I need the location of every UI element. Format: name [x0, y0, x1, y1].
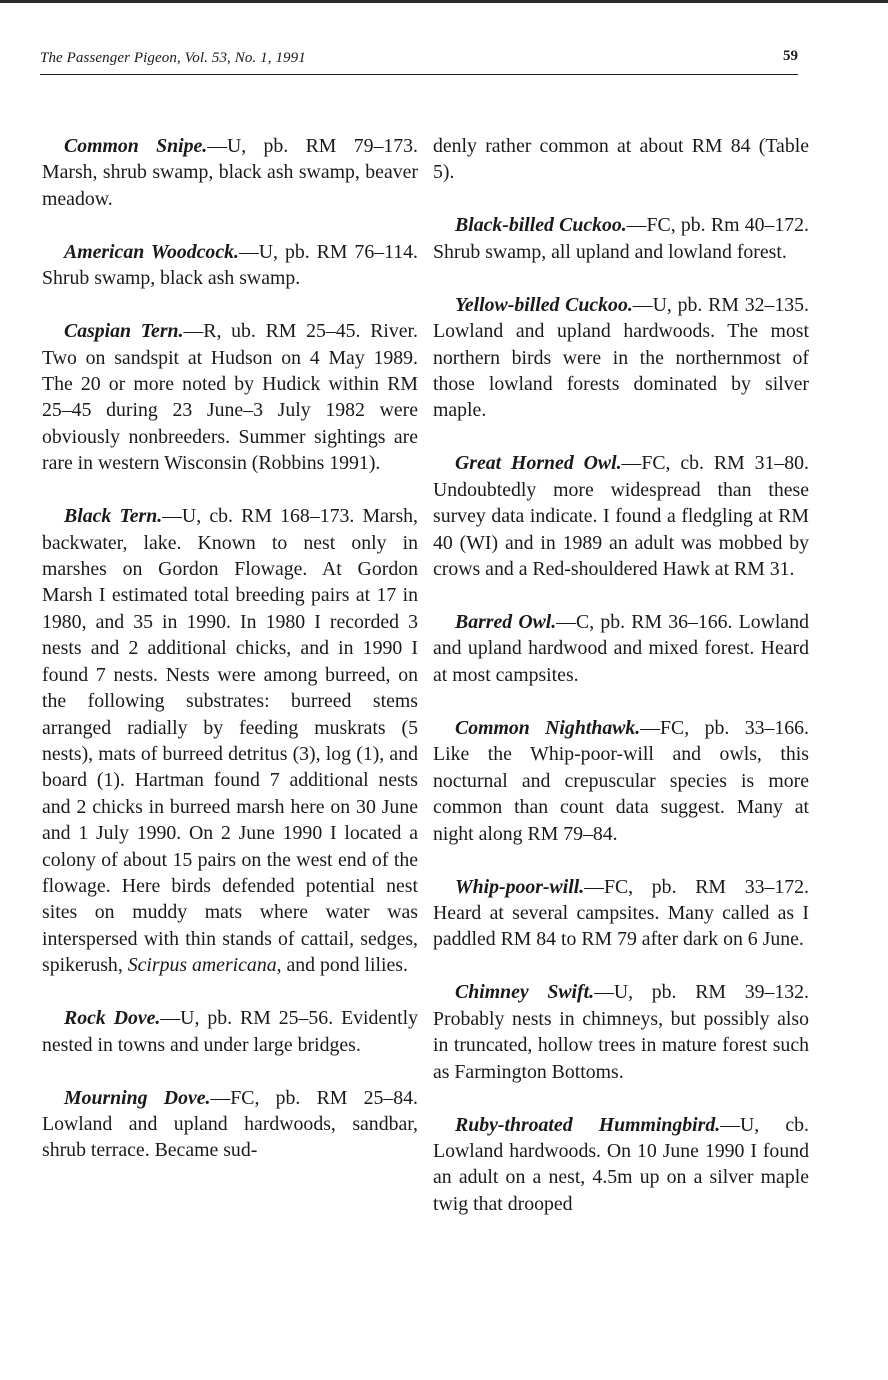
- species-entry-mourning-dove: [42, 1085, 418, 1164]
- species-text: —FC, pb. RM 25–84. Lowland and upland hardwoods, sandbar, shrub terrace. Became sud-: [42, 1086, 418, 1162]
- species-name: Black-billed Cuckoo.: [455, 214, 627, 237]
- continuation-text: denly rather common at about RM 84 (Table 5).: [433, 135, 809, 184]
- species-entry-black-billed-cuckoo: [433, 212, 809, 265]
- species-entry-whip-poor-will: [433, 874, 809, 953]
- species-text: —FC, pb. RM 33–172. Heard at several campsites. Many called as I paddled RM 84 to RM 79 after dark on 6 June.: [433, 875, 809, 951]
- species-text: —FC, pb. 33–166. Like the Whip-poor-will and owls, this nocturnal and crepuscular species is more common than count data suggest. Many at night along RM 79–84.: [433, 716, 809, 845]
- species-entry-common-snipe: [42, 133, 418, 212]
- species-entry-barred-owl: [433, 609, 809, 688]
- running-header: [40, 46, 798, 75]
- page-number: 59: [783, 48, 798, 64]
- species-text: —U, cb. Lowland hardwoods. On 10 June 1990 I found an adult on a nest, 4.5m up on a silver maple twig that drooped: [433, 1113, 809, 1215]
- species-name: Black Tern.: [64, 505, 163, 528]
- species-name: Barred Owl.: [455, 611, 557, 634]
- species-name: Common Snipe.: [64, 135, 208, 157]
- species-text: —U, pb. RM 79–173. Marsh, shrub swamp, black ash swamp, beaver meadow.: [42, 135, 418, 210]
- species-entry-caspian-tern: [42, 318, 418, 476]
- species-text: —U, pb. RM 76–114. Shrub swamp, black ash swamp.: [42, 240, 418, 290]
- species-text: —FC, cb. RM 31–80. Undoubtedly more widespread than these survey data indicate. I found a fledgling at RM 40 (WI) and in 1989 an adult was mobbed by crows and a Red-shouldered Hawk at RM 31.: [433, 452, 809, 581]
- species-name: Chimney Swift.: [455, 981, 595, 1004]
- species-text: —U, pb. RM 25–56. Evidently nested in towns and under large bridges.: [42, 1007, 418, 1056]
- species-name: Caspian Tern.: [64, 320, 184, 343]
- species-entry-great-horned-owl: [433, 450, 809, 582]
- species-entry-ruby-throated-hummingbird: [433, 1112, 809, 1218]
- right-column: [433, 133, 809, 1244]
- species-entry-american-woodcock: [42, 239, 418, 292]
- species-entry-common-nighthawk: [433, 715, 809, 847]
- species-text: —U, pb. RM 39–132. Probably nests in chimneys, but possibly also in truncated, hollow trees in mature forest such as Farmington Bottoms.: [433, 981, 809, 1083]
- species-entry-chimney-swift: [433, 979, 809, 1085]
- species-text: —U, pb. RM 32–135. Lowland and upland hardwoods. The most northern birds were in the northernmost of those lowland forests dominated by silver maple.: [433, 293, 809, 422]
- species-text: —R, ub. RM 25–45. River. Two on sandspit at Hudson on 4 May 1989. The 20 or more noted by Hudick within RM 25–45 during 23 June–3 July 1982 were obviously nonbreeders. Summer sightings are rare in western Wisconsin (Robbins 1991).: [42, 320, 418, 475]
- species-name: Great Horned Owl.: [455, 452, 622, 475]
- species-name: Mourning Dove.: [64, 1086, 211, 1109]
- species-entry-rock-dove: [42, 1005, 418, 1058]
- species-text: —FC, pb. Rm 40–172. Shrub swamp, all upland and lowland forest.: [433, 214, 809, 263]
- species-text: —C, pb. RM 36–166. Lowland and upland hardwood and mixed forest. Heard at most campsites.: [433, 611, 809, 686]
- species-name: Yellow-billed Cuckoo.: [455, 293, 633, 316]
- species-name: Whip-poor-will.: [455, 875, 585, 898]
- scientific-name: Scirpus americana: [127, 954, 277, 977]
- top-border-rule: [0, 0, 888, 3]
- journal-title: The Passenger Pigeon, Vol. 53, No. 1, 1991: [40, 50, 306, 66]
- species-text: —U, cb. RM 168–173. Marsh, backwater, lake. Known to nest only in marshes on Gordon Flowage. At Gordon Marsh I estimated total breeding pairs at 17 in 1980, and 35 in 1990. In 1980 I recorded 3 nests and 2 additional chicks, and in 1990 I found 7 nests. Nests were among burreed, on the following substrates: burreed stems arranged radially by feeding muskrats (5 nests), mats of burreed detritus (3), log (1), and board (1). Hartman found 7 additional nests and 2 chicks in burreed marsh here on 30 June and 1 July 1990. On 2 June 1990 I located a colony of about 15 pairs on the west end of the flowage. Here birds defended potential nest sites on muddy mats where water was interspersed with thin stands of cattail, sedges, spikerush,: [42, 505, 418, 977]
- left-column: [42, 133, 418, 1190]
- species-entry-black-tern: [42, 503, 418, 978]
- species-entry-yellow-billed-cuckoo: [433, 292, 809, 424]
- species-name: Rock Dove.: [64, 1007, 161, 1030]
- species-name: Common Nighthawk.: [455, 716, 641, 739]
- species-name: American Woodcock.: [64, 240, 239, 263]
- species-name: Ruby-throated Hummingbird.: [455, 1113, 721, 1136]
- species-text-tail: , and pond lilies.: [276, 954, 408, 977]
